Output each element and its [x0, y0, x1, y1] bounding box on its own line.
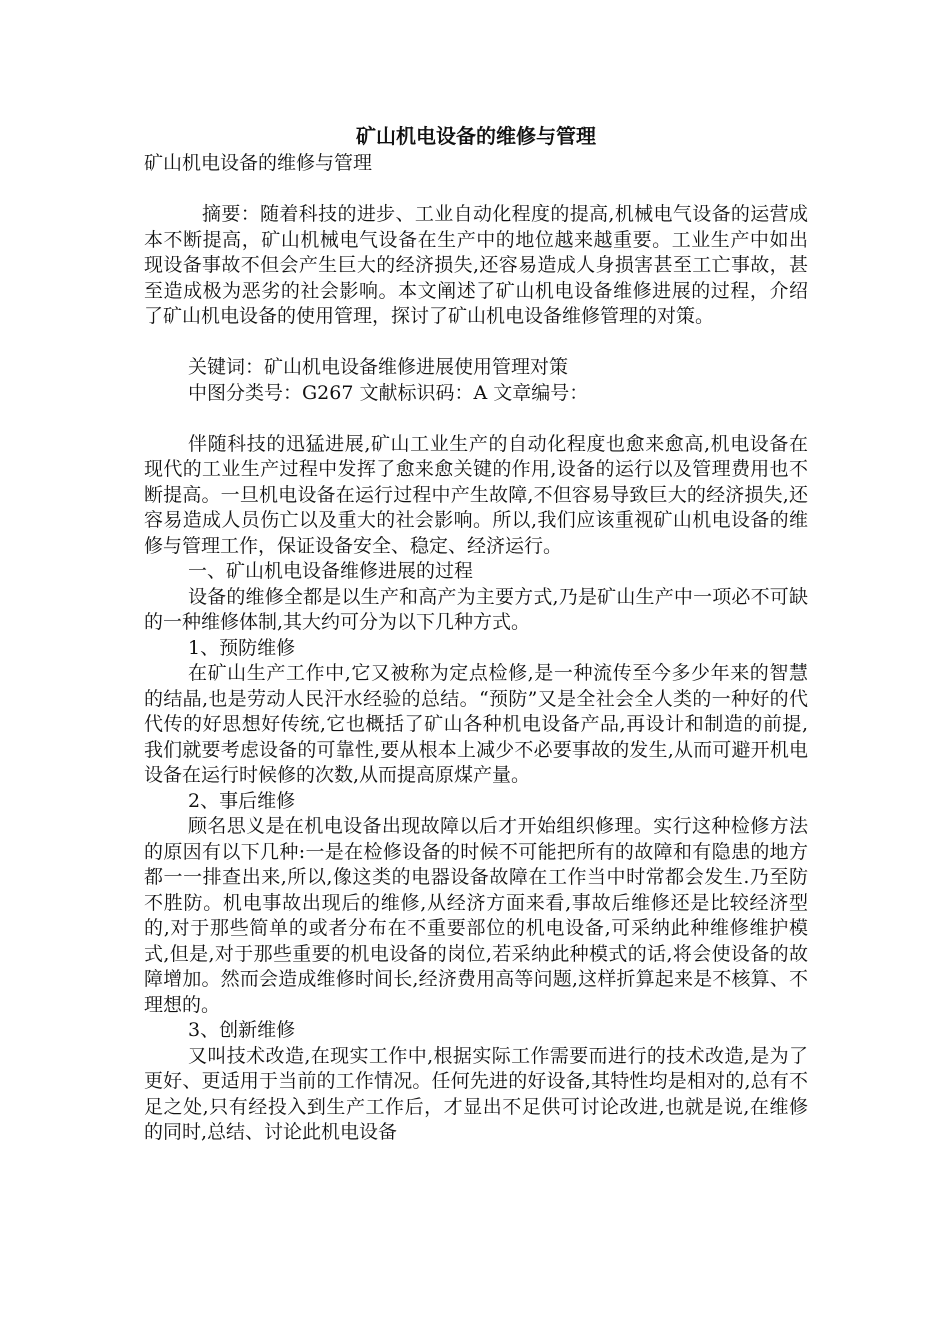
- subsection-heading: 2、事后维修: [188, 789, 296, 812]
- spacer: [144, 177, 808, 203]
- subsection-heading: 1、预防维修: [188, 636, 296, 659]
- document-title: 矿山机电设备的维修与管理: [356, 124, 596, 148]
- section-paragraph: 设备的维修全都是以生产和高产为主要方式,乃是矿山生产中一项必不可缺的一种维修体制,其大约可分为以下几种方式。: [144, 585, 808, 633]
- document-page: [144, 121, 808, 1146]
- classification-line: 中图分类号：G267 文献标识码：A 文章编号：: [188, 381, 589, 404]
- keywords-line: 关键词：矿山机电设备维修进展使用管理对策: [188, 356, 569, 378]
- spacer: [144, 406, 808, 432]
- document-subtitle: 矿山机电设备的维修与管理: [144, 152, 373, 174]
- spacer: [144, 330, 808, 356]
- subsection-paragraph: 顾名思义是在机电设备出现故障以后才开始组织修理。实行这种检修方法的原因有以下几种:一是在检修设备的时候不可能把所有的故障和有隐患的地方都一一排查出来,所以,像这类的电器设备故障在工作当中时常都会发生.乃至防不胜防。机电事故出现后的维修,从经济方面来看,事故后维修还是比较经济型的,对于那些简单的或者分布在不重要部位的机电设备,可采纳此种维修维护模式,但是,对于那些重要的机电设备的岗位,若采纳此种模式的话,将会使设备的故障增加。然而会造成维修时间长,经济费用高等问题,这样折算起来是不核算、不理想的。: [144, 815, 808, 1016]
- abstract-paragraph: 摘要：随着科技的进步、工业自动化程度的提高,机械电气设备的运营成本不断提高，矿山机械电气设备在生产中的地位越来越重要。工业生产中如出现设备事故不但会产生巨大的经济损失,还容易造成人身损害甚至工亡事故，甚至造成极为恶劣的社会影响。本文阐述了矿山机电设备维修进展的过程，介绍了矿山机电设备的使用管理，探讨了矿山机电设备维修管理的对策。: [144, 203, 808, 327]
- section-heading: 一、矿山机电设备维修进展的过程: [188, 560, 474, 582]
- subsection-heading: 3、创新维修: [188, 1019, 296, 1041]
- intro-paragraph: 伴随科技的迅猛进展,矿山工业生产的自动化程度也愈来愈高,机电设备在现代的工业生产过程中发挥了愈来愈关键的作用,设备的运行以及管理费用也不断提高。一旦机电设备在运行过程中产生故障,不但容易导致巨大的经济损失,还容易造成人员伤亡以及重大的社会影响。所以,我们应该重视矿山机电设备的维修与管理工作，保证设备安全、稳定、经济运行。: [144, 432, 808, 557]
- subsection-paragraph: 又叫技术改造,在现实工作中,根据实际工作需要而进行的技术改造,是为了更好、更适用于当前的工作情况。任何先进的好设备,其特性均是相对的,总有不足之处,只有经投入到生产工作后，才显出不足供可讨论改进,也就是说,在维修的同时,总结、讨论此机电设备: [144, 1044, 808, 1143]
- subsection-paragraph: 在矿山生产工作中,它又被称为定点检修,是一种流传至今多少年来的智慧的结晶,也是劳动人民汗水经验的总结。“预防”又是全社会全人类的一种好的代代传的好思想好传统,它也概括了矿山各种机电设备产品,再设计和制造的前提,我们就要考虑设备的可靠性,要从根本上减少不必要事故的发生,从而可避开机电设备在运行时候修的次数,从而提高原煤产量。: [144, 662, 808, 786]
